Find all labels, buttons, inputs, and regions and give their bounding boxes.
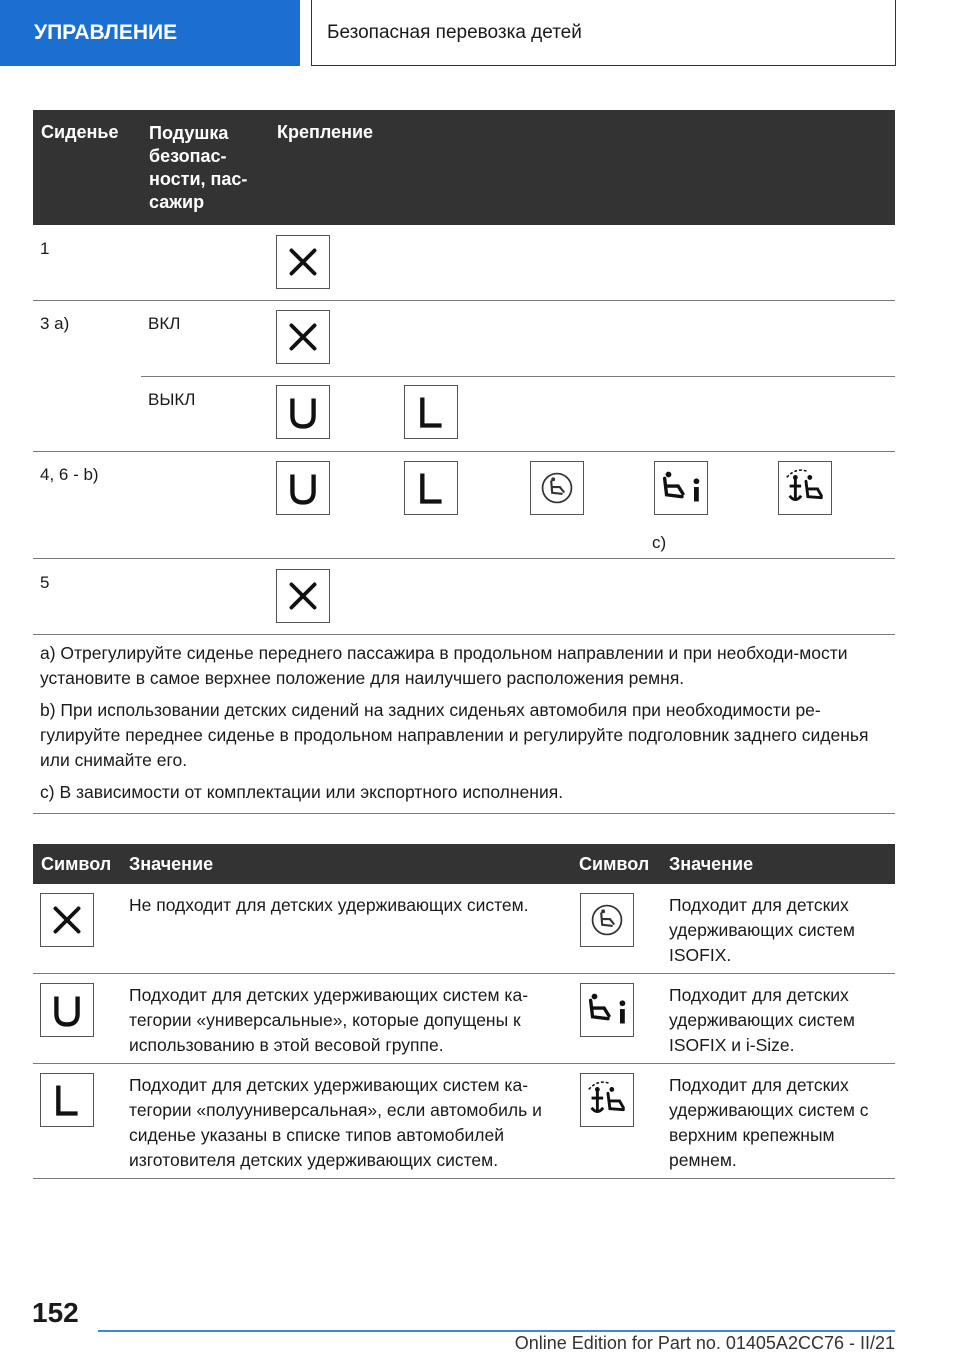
header-airbag-line: сажир	[149, 192, 205, 212]
footnote-a: a) Отрегулируйте сиденье переднего пассажира в продольном направлении и при необходи-мости установите в самое верхнее положение для наилучшего расположения ремня.	[40, 643, 848, 688]
seat-cell: 3 a)	[40, 314, 70, 333]
symbol-meaning: Не подходит для детских удерживающих систем.	[129, 895, 529, 915]
cross-icon	[276, 310, 330, 364]
seat-cell: 4, 6 - b)	[40, 465, 99, 484]
row-divider	[33, 558, 895, 559]
header-airbag-line: безопас-	[149, 146, 227, 166]
footer-rule	[98, 1330, 895, 1332]
page-number: 152	[32, 1297, 79, 1328]
row-divider	[33, 973, 895, 974]
universal-u-icon	[276, 385, 330, 439]
row-divider	[33, 1063, 895, 1064]
header-symbol: Символ	[41, 854, 112, 874]
universal-u-icon	[40, 983, 94, 1037]
note-c-marker: c)	[652, 533, 667, 552]
symbol-meaning: Подходит для детских удерживающих систем ка-тегории «полууниверсальная», если автомобиль и сиденье указаны в списке типов автомобилей изготовителя детских удерживающих систем.	[129, 1075, 542, 1170]
header-airbag-line: ности, пас-	[149, 169, 248, 189]
header-fixing: Крепление	[277, 122, 374, 142]
row-divider	[33, 634, 895, 635]
header-seat: Сиденье	[41, 122, 119, 142]
header-airbag-line: Подушка	[149, 123, 229, 143]
header-meaning: Значение	[129, 854, 214, 874]
footer-edition: Online Edition for Part no. 01405A2CC76 - II/21	[514, 1333, 895, 1353]
airbag-cell: ВЫКЛ	[148, 390, 196, 409]
header-airbag	[149, 122, 247, 214]
section-title: УПРАВЛЕНИЕ	[34, 21, 178, 44]
isofix-icon	[530, 461, 584, 515]
row-divider	[141, 376, 895, 377]
symbol-meaning: Подходит для детских удерживающих систем ка-тегории «универсальные», которые допущены к использованию в этой весовой группе.	[129, 985, 529, 1055]
universal-u-icon	[276, 461, 330, 515]
cross-icon	[276, 569, 330, 623]
symbol-meaning: Подходит для детских удерживающих систем с верхним крепежным ремнем.	[669, 1075, 869, 1170]
semi-universal-l-icon	[404, 461, 458, 515]
seat-cell: 5	[40, 573, 50, 592]
row-divider	[33, 1178, 895, 1179]
symbol-meaning: Подходит для детских удерживающих систем ISOFIX.	[669, 895, 855, 965]
symbol-table-header	[33, 844, 895, 884]
footnote-c: c) В зависимости от комплектации или экспортного исполнения.	[40, 782, 564, 802]
seat-table-header	[33, 110, 895, 225]
isofix-icon	[580, 893, 634, 947]
symbol-meaning: Подходит для детских удерживающих систем ISOFIX и i-Size.	[669, 985, 855, 1055]
cross-icon	[276, 235, 330, 289]
isofix-isize-icon	[654, 461, 708, 515]
page-title: Безопасная перевозка детей	[327, 21, 582, 43]
notes-divider	[33, 813, 895, 814]
header-meaning: Значение	[669, 854, 754, 874]
cross-icon	[40, 893, 94, 947]
semi-universal-l-icon	[40, 1073, 94, 1127]
footnotes	[40, 641, 890, 812]
page-title-box	[311, 0, 896, 66]
header-symbol: Символ	[579, 854, 650, 874]
top-tether-icon	[778, 461, 832, 515]
footnote-b: b) При использовании детских сидений на задних сиденьях автомобиля при необходимости ре-гулируйте переднее сиденье в продольном направлении и регулируйте подголовник заднего сиденья или снимайте его.	[40, 700, 869, 770]
row-divider	[33, 451, 895, 452]
semi-universal-l-icon	[404, 385, 458, 439]
isofix-isize-icon	[580, 983, 634, 1037]
top-tether-icon	[580, 1073, 634, 1127]
seat-cell: 1	[40, 239, 50, 258]
airbag-cell: ВКЛ	[148, 314, 181, 333]
row-divider	[33, 300, 895, 301]
section-tab	[0, 0, 300, 66]
